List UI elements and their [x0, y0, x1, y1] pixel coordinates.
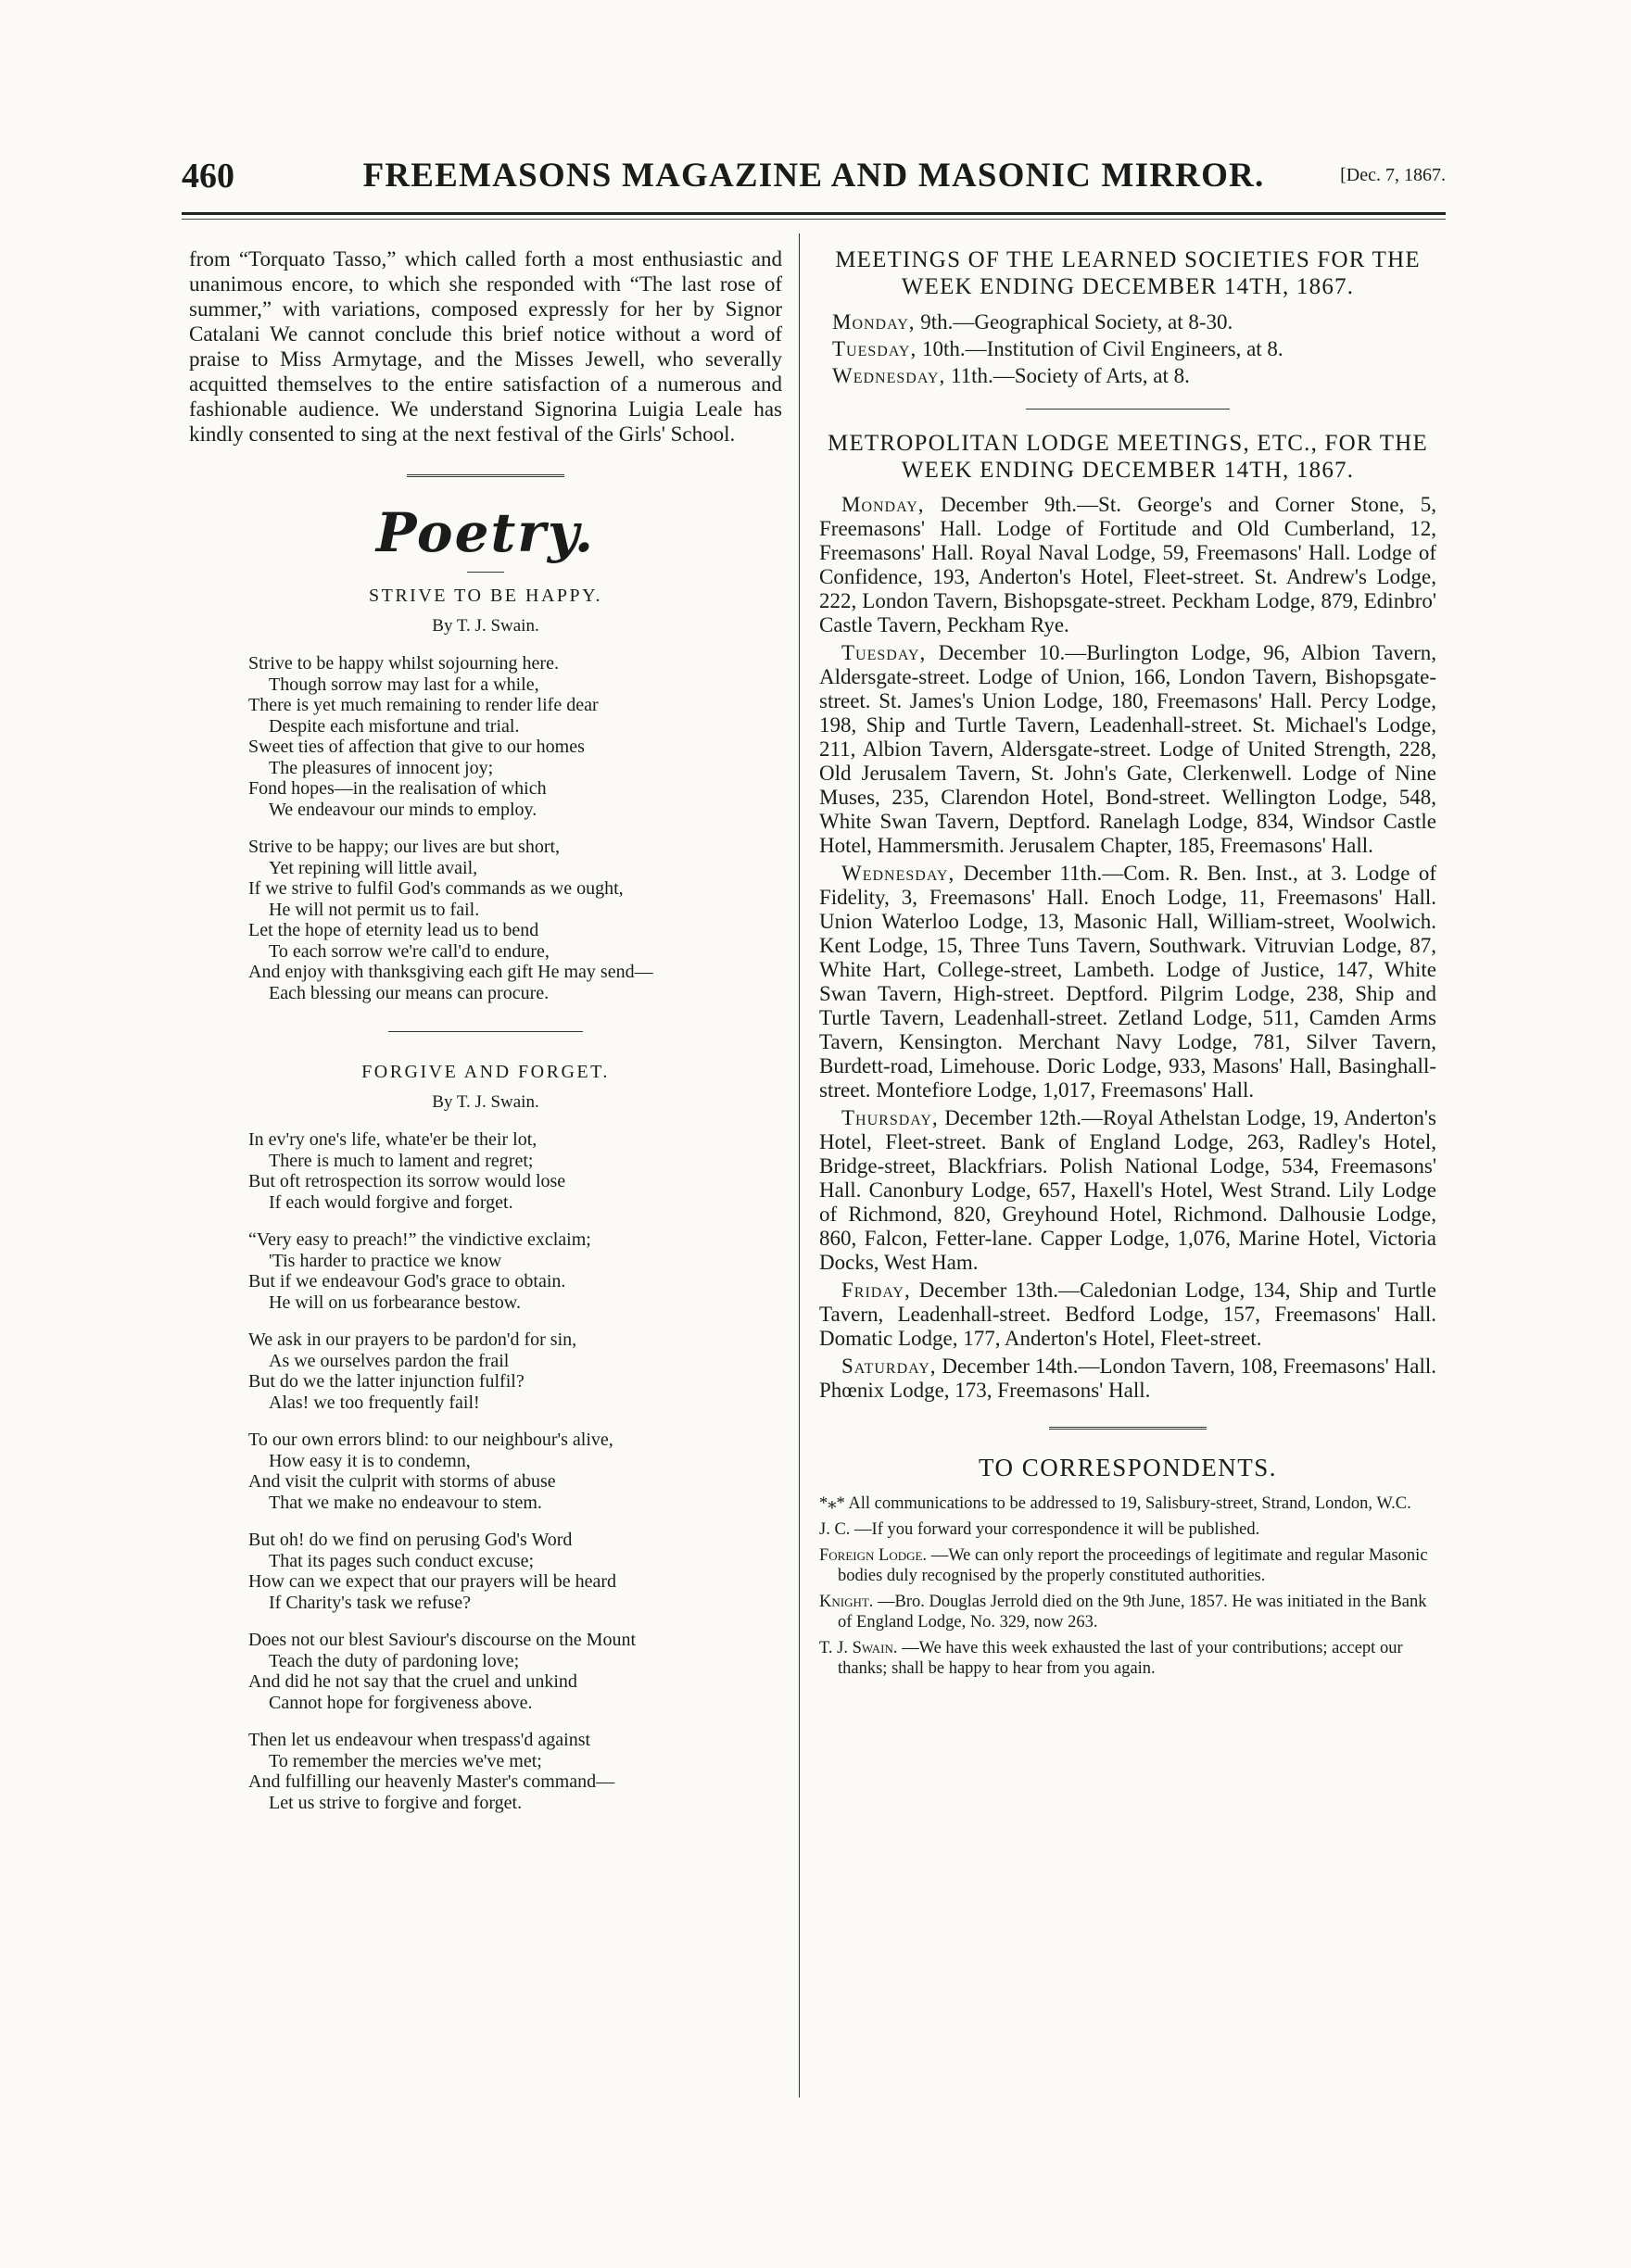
intro-paragraph: from “Torquato Tasso,” which called forth a most enthusiastic and unanimous encore, to which she responded with “The last rose of summer,” with variations, composed expressly for her by Signor Catalani We cannot conclude this brief notice without a word of praise to Miss Armytage, and the Misses Jewell, who severally acquitted themselves to the entire satisfaction of a numerous and fashionable audience. We understand Signorina Luigia Leale has kindly consented to sing at the next festival of the Girls' School.: [189, 247, 782, 446]
column-divider: [799, 233, 800, 2098]
poem-line: But oh! do we find on perusing God's Word: [248, 1530, 573, 1550]
meeting-day: Saturday,: [841, 1354, 937, 1378]
section-divider: [1026, 409, 1230, 410]
meeting-day: Friday,: [841, 1279, 911, 1302]
society-meeting-line: [832, 363, 1436, 388]
heading-underline: [467, 572, 504, 573]
poem-line: If each would forgive and forget.: [269, 1191, 513, 1213]
poem-line: To our own errors blind: to our neighbour's alive,: [248, 1430, 613, 1450]
poem-byline: By T. J. Swain.: [432, 1092, 539, 1112]
section-divider: [1049, 1427, 1207, 1430]
poem-byline: By T. J. Swain.: [432, 616, 539, 636]
poem-line: To each sorrow we're call'd to endure,: [269, 940, 550, 962]
note-text: —We have this week exhausted the last of your contributions; accept our thanks; shall be happy to hear from you again.: [838, 1639, 1403, 1678]
poem-line: If Charity's task we refuse?: [269, 1592, 471, 1613]
poem-line: The pleasures of innocent joy;: [269, 757, 494, 778]
poem-line: But do we the latter injunction fulfil?: [248, 1371, 525, 1392]
poem-title: FORGIVE AND FORGET.: [361, 1062, 610, 1082]
poem-line: In ev'ry one's life, whate'er be their lot,: [248, 1129, 537, 1150]
meeting-details: December 14th.—London Tavern, 108, Freemasons' Hall. Phœnix Lodge, 173, Freemasons' Hall.: [819, 1354, 1436, 1402]
note-text: —We can only report the proceedings of legitimate and regular Masonic bodies duly recognised by the properly constituted authorities.: [838, 1546, 1428, 1585]
meeting-details: 10th.—Institution of Civil Engineers, at 8.: [921, 337, 1283, 360]
poem-line: And visit the culprit with storms of abuse: [248, 1471, 556, 1492]
poem-line: Cannot hope for forgiveness above.: [269, 1692, 533, 1713]
meeting-details: December 13th.—Caledonian Lodge, 134, Ship and Turtle Tavern, Leadenhall-street. Bedford Lodge, 157, Freemasons' Hall. Domatic Lodge, 177, Anderton's Hotel, Fleet-street.: [819, 1279, 1436, 1350]
correspondents-title: TO CORRESPONDENTS.: [978, 1454, 1278, 1481]
magazine-title: FREEMASONS MAGAZINE AND MASONIC MIRROR.: [362, 157, 1265, 195]
poem-line: How easy it is to condemn,: [269, 1450, 471, 1471]
poem-line: Sweet ties of affection that give to our homes: [248, 737, 585, 757]
poem-line: Each blessing our means can procure.: [269, 982, 550, 1003]
poem-line: There is yet much remaining to render life dear: [248, 695, 599, 715]
poem-stanza: [248, 1530, 782, 1613]
poem-stanza: [248, 1630, 782, 1713]
society-meeting-line: [832, 336, 1436, 361]
meeting-day: Tuesday,: [841, 641, 927, 664]
note-text: —If you forward your correspondence it will be published.: [854, 1520, 1260, 1539]
poem-line: And did he not say that the cruel and unkind: [248, 1671, 577, 1692]
meeting-day: Monday,: [841, 493, 925, 516]
lodge-meeting-entry: [819, 1354, 1436, 1403]
poem-stanza: [248, 1430, 782, 1513]
poem-stanza: [248, 1730, 782, 1813]
poem-line: And enjoy with thanksgiving each gift He may send—: [248, 962, 653, 982]
correspondent-note: [819, 1545, 1436, 1586]
lodge-meeting-entry: [819, 641, 1436, 858]
note-addressee: Foreign Lodge.: [819, 1546, 928, 1565]
lodge-meeting-entry: [819, 493, 1436, 637]
poem-line: Then let us endeavour when trespass'd against: [248, 1730, 591, 1750]
section-divider: [407, 474, 564, 477]
metropolitan-meetings-title: METROPOLITAN LODGE MEETINGS, ETC., FOR THE WEEK ENDING DECEMBER 14TH, 1867.: [828, 431, 1428, 483]
lodge-meeting-entry: [819, 862, 1436, 1102]
poem-line: Despite each misfortune and trial.: [269, 715, 520, 737]
poem-stanza: [248, 837, 782, 1003]
poem-line: He will on us forbearance bestow.: [269, 1292, 521, 1313]
poem-line: Does not our blest Saviour's discourse on the Mount: [248, 1630, 637, 1650]
correspondent-note: [819, 1592, 1436, 1632]
poem-stanza: [248, 1129, 782, 1213]
poem-line: Though sorrow may last for a while,: [269, 674, 539, 695]
poem-line: He will not permit us to fail.: [269, 899, 480, 920]
meeting-day: Wednesday,: [832, 364, 946, 387]
note-addressee: T. J. Swain.: [819, 1639, 898, 1657]
poem-line: There is much to lament and regret;: [269, 1150, 534, 1171]
correspondent-note: [819, 1519, 1436, 1540]
section-divider: [388, 1031, 583, 1032]
poem-line: If we strive to fulfil God's commands as we ought,: [248, 878, 624, 899]
poem-line: “Very easy to preach!” the vindictive exclaim;: [248, 1229, 591, 1250]
poem-line: 'Tis harder to practice we know: [269, 1250, 502, 1271]
poem-line: As we ourselves pardon the frail: [269, 1350, 510, 1371]
note-text: —Bro. Douglas Jerrold died on the 9th June, 1857. He was initiated in the Bank of England Lodge, No. 329, now 263.: [838, 1593, 1427, 1632]
issue-date: [Dec. 7, 1867.: [1340, 165, 1446, 185]
meeting-day: Tuesday,: [832, 337, 917, 360]
meeting-day: Monday,: [832, 310, 916, 334]
note-text: All communications to be addressed to 19, Salisbury-street, Strand, London, W.C.: [848, 1494, 1411, 1513]
metropolitan-meetings-list: [819, 493, 1436, 1403]
poem-stanza: [248, 653, 782, 820]
meeting-details: December 11th.—Com. R. Ben. Inst., at 3. Lodge of Fidelity, 3, Freemasons' Hall. Enoch Lodge, 11, Freemasons' Hall. Union Waterloo Lodge, 13, Masonic Hall, William-street, Woolwich. Kent Lodge, 15, Three Tuns Tavern, Southwark. Vitruvian Lodge, 87, White Hart, College-street, Lambeth. Lodge of Justice, 147, White Swan Tavern, High-street. Deptford. Pilgrim Lodge, 238, Ship and Turtle Tavern, Leadenhall-street. Zetland Lodge, 511, Camden Arms Tavern, Kensington. Merchant Navy Lodge, 781, Silver Tavern, Burdett-road, Limehouse. Doric Lodge, 933, Masons' Hall, Basinghall-street. Montefiore Lodge, 1,017, Freemasons' Hall.: [819, 862, 1436, 1102]
meeting-details: 11th.—Society of Arts, at 8.: [950, 364, 1190, 387]
poem-stanza: [248, 1229, 782, 1313]
poem-line: But oft retrospection its sorrow would lose: [248, 1171, 566, 1191]
poem-line: Let us strive to forgive and forget.: [269, 1792, 523, 1813]
page-number: 460: [182, 157, 234, 195]
poem-line: Let the hope of eternity lead us to bend: [248, 920, 539, 940]
lodge-meeting-entry: [819, 1279, 1436, 1351]
poem-body: [248, 1129, 782, 1813]
poem-line: But if we endeavour God's grace to obtain.: [248, 1271, 566, 1292]
lodge-meeting-entry: [819, 1106, 1436, 1275]
header-rule: [182, 212, 1446, 215]
poem-line: Alas! we too frequently fail!: [269, 1392, 480, 1413]
poem-line: Strive to be happy whilst sojourning here.: [248, 653, 559, 674]
poetry-heading: Poetry.: [375, 501, 596, 564]
poem-line: We endeavour our minds to employ.: [269, 799, 537, 820]
learned-societies-title: MEETINGS OF THE LEARNED SOCIETIES FOR THE WEEK ENDING DECEMBER 14TH, 1867.: [835, 247, 1421, 299]
poem-line: That its pages such conduct excuse;: [269, 1550, 535, 1571]
correspondent-note: [819, 1493, 1436, 1514]
note-addressee: *⁎*: [819, 1494, 845, 1513]
poem-line: Teach the duty of pardoning love;: [269, 1650, 520, 1671]
meeting-details: December 10.—Burlington Lodge, 96, Albion Tavern, Aldersgate-street. Lodge of Union, 166, London Tavern, Bishopsgate-street. St. James's Union Lodge, 180, Freemasons' Hall. Percy Lodge, 198, Ship and Turtle Tavern, Leadenhall-street. St. Michael's Lodge, 211, Albion Tavern, Aldersgate-street. Lodge of United Strength, 228, Old Jerusalem Tavern, St. John's Gate, Clerkenwell. Lodge of Nine Muses, 235, Clarendon Hotel, Bond-street. Wellington Lodge, 548, White Swan Tavern, Deptford. Ranelagh Lodge, 834, Windsor Castle Hotel, Hammersmith. Jerusalem Chapter, 185, Freemasons' Hall.: [819, 641, 1436, 857]
poem-line: We ask in our prayers to be pardon'd for sin,: [248, 1329, 577, 1350]
poem-line: To remember the mercies we've met;: [269, 1750, 542, 1771]
poem-line: How can we expect that our prayers will be heard: [248, 1571, 617, 1592]
poem-body: [248, 653, 782, 1003]
meeting-day: Wednesday,: [841, 862, 955, 885]
poem-line: Yet repining will little avail,: [269, 857, 478, 878]
meeting-day: Thursday,: [841, 1106, 939, 1129]
correspondents-notes: [819, 1493, 1436, 1679]
meeting-details: December 9th.—St. George's and Corner Stone, 5, Freemasons' Hall. Lodge of Fortitude and Old Cumberland, 12, Freemasons' Hall. Royal Naval Lodge, 59, Freemasons' Hall. Lodge of Confidence, 193, Anderton's Hotel, Fleet-street. St. Andrew's Lodge, 222, London Tavern, Bishopsgate-street. Peckham Lodge, 879, Edinbro' Castle Tavern, Peckham Rye.: [819, 493, 1437, 636]
meeting-details: December 12th.—Royal Athelstan Lodge, 19, Anderton's Hotel, Fleet-street. Bank of England Lodge, 263, Radley's Hotel, Bridge-street, Blackfriars. Polish National Lodge, 534, Freemasons' Hall. Canonbury Lodge, 657, Haxell's Hotel, West Strand. Lily Lodge of Richmond, 820, Greyhound Hotel, Richmond. Dalhousie Lodge, 860, Falcon, Fetter-lane. Capper Lodge, 1,076, Marine Hotel, Victoria Docks, West Ham.: [819, 1106, 1437, 1274]
poem-stanza: [248, 1329, 782, 1413]
poem-line: Fond hopes—in the realisation of which: [248, 778, 547, 799]
society-meeting-line: [832, 309, 1436, 334]
poem-line: That we make no endeavour to stem.: [269, 1492, 542, 1513]
poem-line: And fulfilling our heavenly Master's command—: [248, 1771, 615, 1792]
poem-line: Strive to be happy; our lives are but short,: [248, 837, 561, 857]
learned-societies-list: [819, 309, 1436, 388]
correspondent-note: [819, 1638, 1436, 1679]
page-header: [182, 156, 1446, 202]
note-addressee: Knight.: [819, 1593, 874, 1611]
note-addressee: J. C.: [819, 1520, 851, 1539]
meeting-details: 9th.—Geographical Society, at 8-30.: [920, 310, 1233, 334]
poem-title: STRIVE TO BE HAPPY.: [369, 586, 602, 606]
right-column: [819, 246, 1436, 1684]
left-column: [189, 246, 782, 1830]
header-rule-thin: [182, 219, 1446, 220]
